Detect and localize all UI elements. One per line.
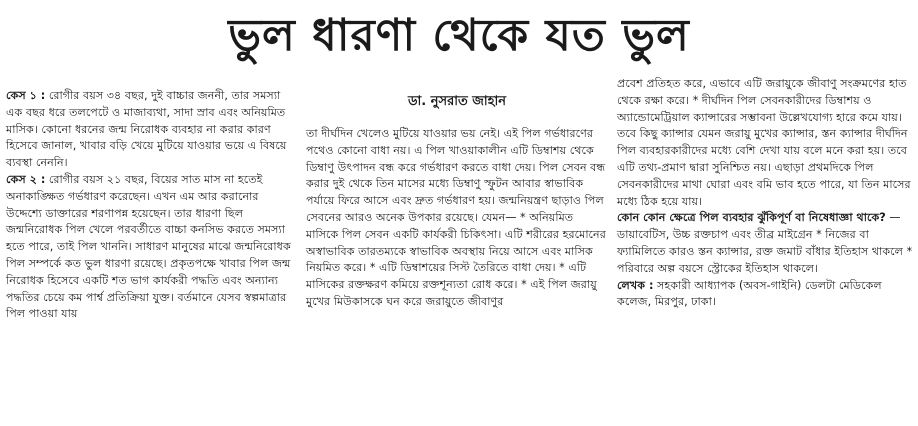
case1-paragraph: [6, 88, 296, 172]
question-answer: — ডায়াবেটিস, উচ্চ রক্তচাপ এবং তীব্র মাইগ্রেন * নিজের বা ফ্যামিলিতে কারও স্তন ক্যান্সার, রক্ত জমাট বাঁধার ইতিহাস থাকলে * পরিবারে অল্প বয়সে স্ট্রোকের ইতিহাস থাকলে।: [617, 211, 913, 275]
middle-paragraph: তা দীর্ঘদিন খেলেও মুটিয়ে যাওয়ার ভয় নেই। এই পিল গর্ভধারণের পথেও কোনো বাধা নয়। এ পিল খাওয়াকালীন এটি ডিম্বাশয় থেকে ডিম্বাণু উৎপাদন বন্ধ করে গর্ভধারণ করতে বাধা দেয়। পিল সেবন বন্ধ করার দুই থেকে তিন মাসের মধ্যে ডিম্বাণু স্ফুটন আবার স্বাভাবিক পর্যায়ে ফিরে আসে এবং দ্রুত গর্ভধারণ হয়। জন্মনিয়ন্ত্রণ ছাড়াও পিল সেবনের আরও অনেক উপকার রয়েছে। যেমন— * অনিয়মিত মাসিকে পিল সেবন একটি কার্যকরী চিকিৎসা। এটি শরীরের হরমোনের অস্বাভাবিক তারতম্যকে স্বাভাবিক অবস্থায় নিয়ে আসে এবং মাসিক নিয়মিত করে। * এটি ডিম্বাশয়ের সিস্ট তৈরিতে বাধা দেয়। * এটি মাসিকের রক্তক্ষরণ কমিয়ে রক্তশূন্যতা রোধ করে। * এই পিল জরায়ু মুখের মিউকাসকে ঘন করে জরায়ুতে জীবাণুর: [306, 127, 606, 308]
case1-label: কেস ১ :: [6, 89, 46, 102]
author-label: লেখক :: [617, 278, 654, 292]
author-byline: ডা. নুসরাত জাহান: [407, 94, 507, 109]
author-paragraph: [617, 278, 913, 312]
article-headline: ভুল ধারণা থেকে যত ভুল: [228, 10, 690, 61]
question-title: কোন কোন ক্ষেত্রে পিল ব্যবহার ঝুঁকিপূর্ণ বা নিষেধাজ্ঞা থাকে?: [617, 211, 886, 225]
case1-text: রোগীর বয়স ৩৪ বছর, দুই বাচ্চার জননী, তার সমস্যা এক বছর ধরে তলপেটে ও মাজাব্যথা, সাদা স্রাব এবং অনিয়মিত মাসিক। কোনো ধরনের জন্ম নিরোধক ব্যবহার না করার কারণ হিসেবে জানাল, খাবার বড়ি খেয়ে মুটিয়ে যাওয়ার ভয়ে এ বিষয়ে ব্যবস্থা নেননি।: [6, 89, 287, 170]
author-text: সহকারী আধ্যাপক (অবস-গাইনি) ডেলটা মেডিকেল কলেজ, মিরপুর, ঢাকা।: [617, 278, 882, 309]
case2-text: রোগীর বয়স ২১ বছর, বিয়ের সাত মাস না হতেই অনাকাঙ্ক্ষিত গর্ভধারণ করেছেন। এখন এম আর করানোর উদ্দেশ্যে ডাক্তারের শরণাপন্ন হয়েছেন। তার ধারণা ছিল জন্মনিরোধক পিল খেলে পরবর্তীতে বাচ্চা কনসিভ করতে সমস্যা হতে পারে, তাই পিল খাননি। সাধারণ মানুষের মাঝে জন্মনিরোধক পিল সম্পর্কে কত ভুল ধারণা রয়েছে। প্রকৃতপক্ষে খাবার পিল জন্ম নিরোধক হিসেবে একটি শত ভাগ কার্যকরী পদ্ধতি এবং অন্যান্য পদ্ধতির চেয়ে কম পার্শ্ব প্রতিক্রিয়া যুক্ত। বর্তমানে যেসব স্বল্পমাত্রার পিল পাওয়া যায়: [6, 172, 291, 321]
column-right: [617, 76, 913, 311]
right-paragraph: প্রবেশ প্রতিহত করে, এভাবে এটি জরায়ুকে জীবাণু সংক্রমণের হাত থেকে রক্ষা করে। * দীর্ঘদিন পিল সেবনকারীদের ডিম্বাশয় ও অ্যান্ডোমেট্রিয়াল ক্যান্সারের সম্ভাবনা উল্লেখযোগ্য হারে কমে যায়। তবে কিছু ক্যান্সার যেমন জরায়ু মুখের ক্যান্সার, স্তন ক্যান্সার দীর্ঘদিন পিল ব্যবহারকারীদের মধ্যে বেশি দেখা যায় বলে মনে করা হয়। তবে এটি তথ্য-প্রমাণ দ্বারা সুনিশ্চিত নয়। এছাড়া প্রথমদিকে পিল সেবনকারীদের মাথা ঘোরা এবং বমি ভাব হতে পারে, যা তিন মাসের মধ্যে ঠিক হয়ে যায়।: [617, 77, 911, 208]
case2-paragraph: [6, 172, 296, 323]
question-paragraph: [617, 210, 913, 277]
column-left: [6, 88, 296, 323]
column-middle: [306, 88, 608, 311]
case2-label: কেস ২ :: [6, 172, 46, 186]
